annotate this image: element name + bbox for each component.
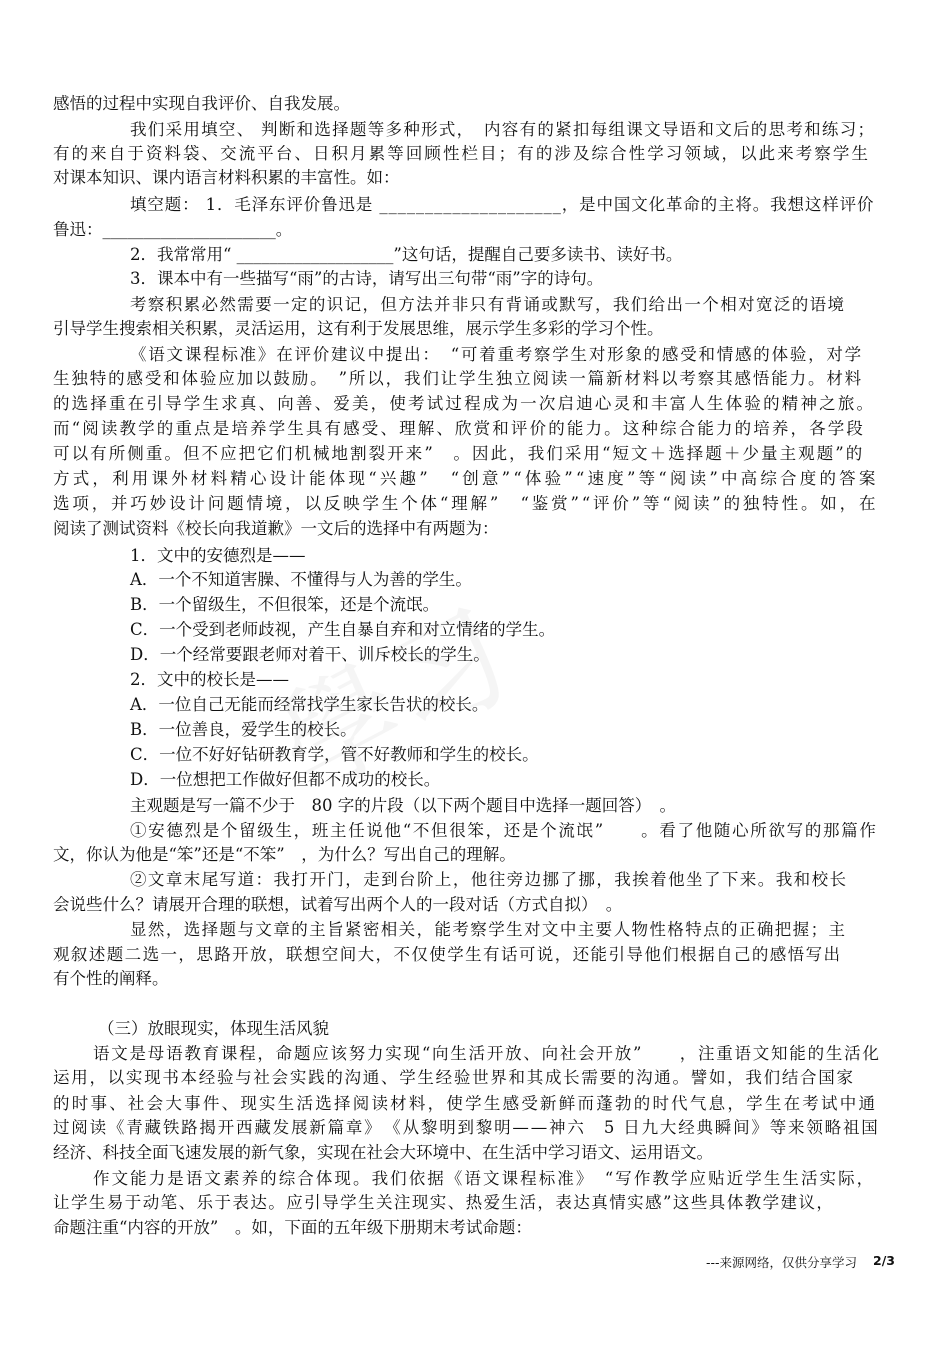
text-line: 语文是母语教育课程，命题应该努力实现“向生活开放、向社会开放” ，注重语文知能的生活化 xyxy=(93,1044,881,1063)
text-line: 有个性的阐释。 xyxy=(53,969,169,988)
text-line: 会说些什么？请展开合理的联想，试着写出两个人的一段对话（方式自拟） 。 xyxy=(53,895,623,914)
text-line: D．一位想把工作做好但都不成功的校长。 xyxy=(130,770,441,789)
text-line: 的选择重在引导学生求真、向善、爱美，使考试过程成为一次启迪心灵和丰富人生体验的精神之旅。 xyxy=(53,394,876,413)
text-line: 让学生易于动笔、乐于表达。应引导学生关注现实、热爱生活，表达真情实感”这些具体教学建议， xyxy=(53,1193,835,1212)
text-line: 引导学生搜索相关积累，灵活运用，这有利于发展思维，展示学生多彩的学习个性。 xyxy=(53,319,664,338)
text-line: 对课本知识、课内语言材料积累的丰富性。如： xyxy=(53,168,400,187)
text-line: ①安德烈是个留级生，班主任说他“不但很笨，还是个流氓” 。看了他随心所欲写的那篇作 xyxy=(130,821,878,840)
text-line: 感悟的过程中实现自我评价、自我发展。 xyxy=(53,94,350,113)
text-line: A．一个不知道害臊、不懂得与人为善的学生。 xyxy=(130,570,472,589)
footer-page-number: 2/3 xyxy=(873,1253,895,1268)
text-line: 3．课本中有一些描写“雨”的古诗，请写出三句带“雨”字的诗句。 xyxy=(130,269,604,288)
text-line: 观叙述题二选一，思路开放，联想空间大，不仅使学生有话可说，还能引导他们根据自己的感悟写出 xyxy=(53,945,842,964)
text-line: 而“阅读教学的重点是培养学生具有感受、理解、欣赏和评价的能力。这种综合能力的培养，各学段 xyxy=(53,419,866,438)
text-line: C．一位不好好钻研教育学，管不好教师和学生的校长。 xyxy=(130,745,539,764)
footer-source-note: ---来源网络，仅供分享学习 xyxy=(706,1255,858,1270)
text-line: B．一个留级生，不但很笨，还是个流氓。 xyxy=(130,595,440,614)
text-line: ②文章末尾写道：我打开门，走到台阶上，他往旁边挪了挪，我挨着他坐了下来。我和校长 xyxy=(130,870,848,889)
text-line: A．一位自己无能而经常找学生家长告状的校长。 xyxy=(130,695,489,714)
text-line: 方式，利用课外材料精心设计能体现“兴趣” “创意”“体验”“速度”等“阅读”中高综合度的答案 xyxy=(53,469,879,488)
text-line: 运用，以实现书本经验与社会实践的沟通、学生经验世界和其成长需要的沟通。譬如，我们结合国家 xyxy=(53,1068,855,1087)
text-line: 命题注重“内容的开放” 。如，下面的五年级下册期末考试命题： xyxy=(53,1218,532,1237)
text-line: 鲁迅：_____________________。 xyxy=(53,220,293,239)
text-line: 经济、科技全面飞速发展的新气象，实现在社会大环境中、在生活中学习语文、运用语文。 xyxy=(53,1143,713,1162)
text-line: 的时事、社会大事件、现实生活选择阅读材料，使学生感受新鲜而蓬勃的时代气息，学生在考试中通 xyxy=(53,1094,878,1113)
text-line: 可以有所侧重。但不应把它们机械地割裂开来” 。因此，我们采用“短文＋选择题＋少量主观题”的 xyxy=(53,444,865,463)
text-line: （三）放眼现实，体现生活风貌 xyxy=(98,1019,329,1038)
text-line: 考察积累必然需要一定的识记，但方法并非只有背诵或默写，我们给出一个相对宽泛的语境 xyxy=(130,295,846,314)
text-line: 1．文中的安德烈是—— xyxy=(130,546,306,565)
text-line: 文，你认为他是“笨”还是“不笨” ，为什么？写出自己的理解。 xyxy=(53,845,516,864)
text-line: 过阅读《青藏铁路揭开西藏发展新篇章》 《从黎明到黎明——神六 5 日九大经典瞬间》等来领略祖国 xyxy=(53,1118,880,1137)
text-line: 选项，并巧妙设计问题情境，以反映学生个体“理解” “鉴赏”“评价”等“阅读”的独特性。如，在 xyxy=(53,494,879,513)
text-line: 作文能力是语文素养的综合体现。我们依据《语文课程标准》 “写作教学应贴近学生生活实际， xyxy=(93,1169,876,1188)
text-line: 主观题是写一篇不少于 80 字的片段（以下两个题目中选择一题回答） 。 xyxy=(130,796,676,815)
text-line: 生独特的感受和体验应加以鼓励。 ”所以，我们让学生独立阅读一篇新材料以考察其感悟能力。材料 xyxy=(53,369,864,388)
text-line: D．一个经常要跟老师对着干、训斥校长的学生。 xyxy=(130,645,490,664)
text-line: 显然，选择题与文章的主旨紧密相关，能考察学生对文中主要人物性格特点的正确把握；主 xyxy=(130,920,847,939)
text-line: C．一个受到老师歧视，产生自暴自弃和对立情绪的学生。 xyxy=(130,620,556,639)
text-line: 《语文课程标准》在评价建议中提出： “可着重考察学生对形象的感受和情感的体验，对学 xyxy=(130,345,863,364)
text-line: 2．文中的校长是—— xyxy=(130,670,289,689)
text-line: 填空题： 1．毛泽东评价鲁迅是 ____________________，是中国文化革命的主将。我想这样评价 xyxy=(130,195,875,214)
text-line: 2．我常常用“ ___________________”这句话，提醒自己要多读书、读好书。 xyxy=(130,245,683,264)
text-line: 阅读了测试资料《校长向我道歉》一文后的选择中有两题为： xyxy=(53,519,499,538)
text-line: 我们采用填空、 判断和选择题等多种形式， 内容有的紧扣每组课文导语和文后的思考和练习； xyxy=(130,120,876,139)
text-line: B．一位善良，爱学生的校长。 xyxy=(130,720,357,739)
text-line: 有的来自于资料袋、交流平台、日积月累等回顾性栏目；有的涉及综合性学习领域，以此来考察学生 xyxy=(53,144,871,163)
